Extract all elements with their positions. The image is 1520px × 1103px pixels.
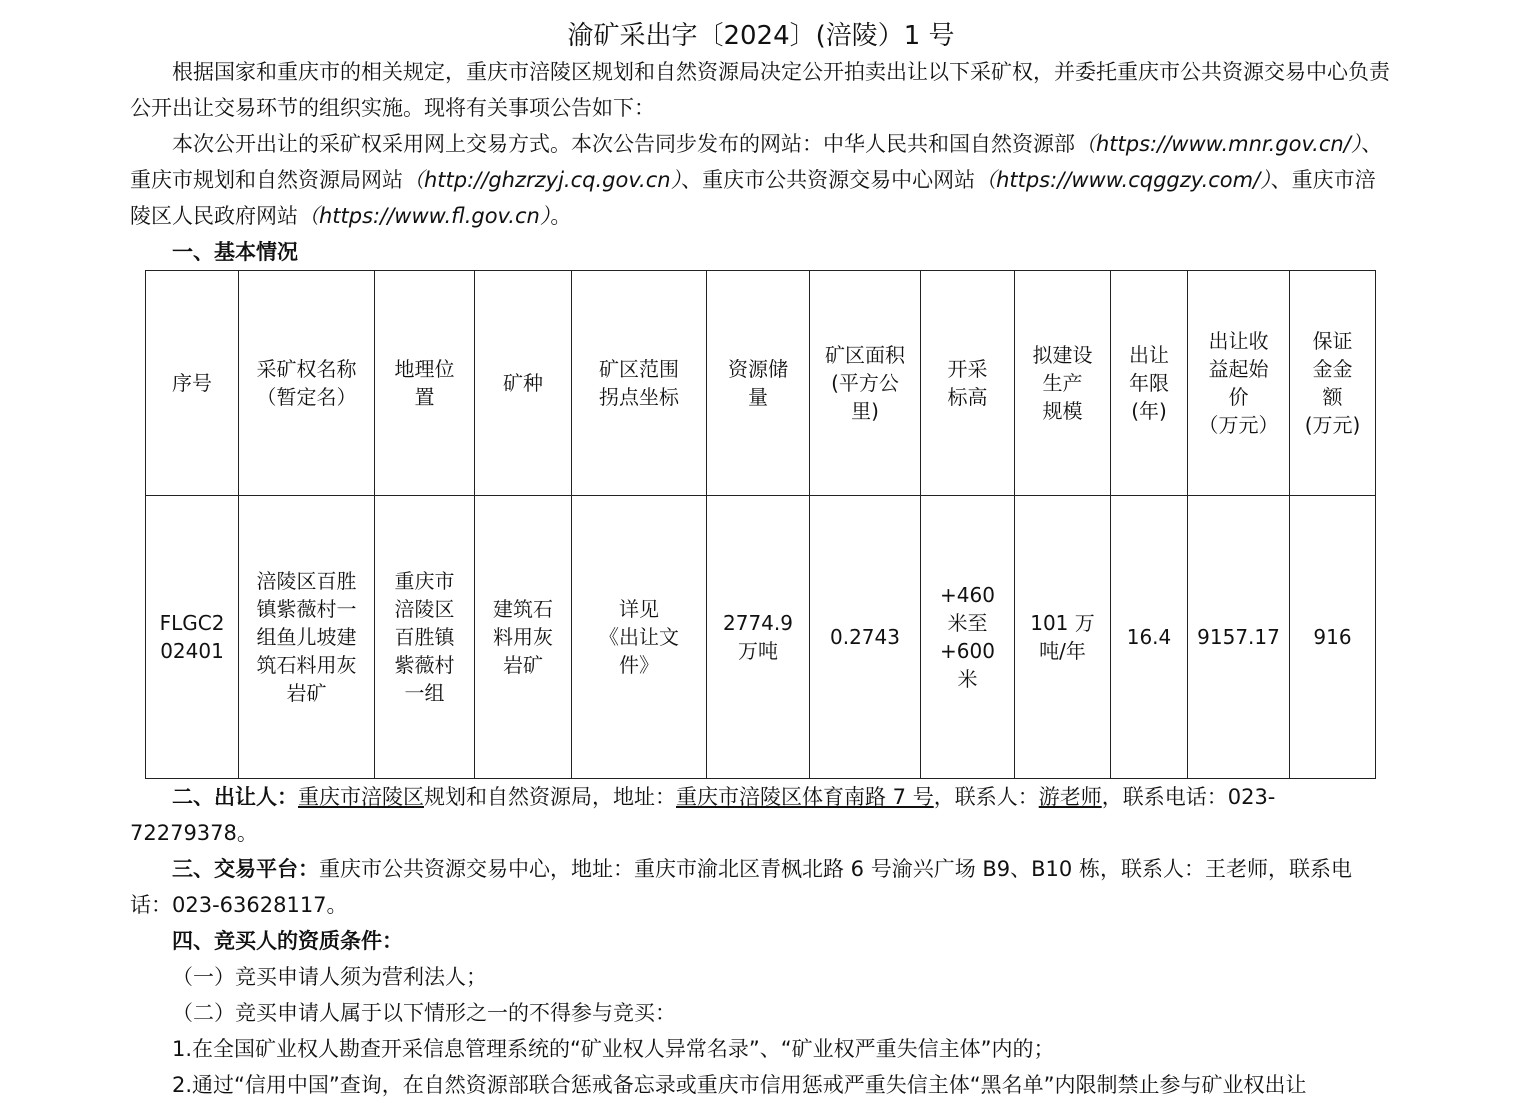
header-cell: 保证 金金 额 (万元) [1290,271,1376,496]
section-4-item: 1.在全国矿业权人勘查开采信息管理系统的“矿业权人异常名录”、“矿业权严重失信主体”内的； [172,1037,1055,1061]
header-cell: 开采 标高 [921,271,1015,496]
url-ghzrzyj[interactable]: （http://ghzrzyj.cq.gov.cn） [403,168,682,192]
section-2-address: 重庆市涪陵区体育南路 7 号 [676,785,934,809]
online-text-1: 本次公开出让的采矿权采用网上交易方式。本次公告同步发布的网站：中华人民共和国自然资源部 [172,132,1075,156]
section-3-paragraph [130,851,1392,923]
table-row [146,496,1376,779]
header-cell: 序号 [146,271,239,496]
table-cell: 重庆市 涪陵区 百胜镇 紫薇村 一组 [375,496,475,779]
online-paragraph [130,126,1392,234]
table-cell: 0.2743 [810,496,921,779]
header-cell: 出让收 益起始 价 （万元） [1188,271,1290,496]
section-2-label: 二、出让人： [172,785,298,809]
document-title: 渝矿采出字〔2024〕(涪陵）1 号 [567,21,955,51]
section-4-item: （一）竞买申请人须为营利法人； [172,965,487,989]
online-text-4: 、重庆市涪陵区人民政府网站 [130,168,1376,228]
section-3-text: 重庆市公共资源交易中心，地址：重庆市渝北区青枫北路 6 号渝兴广场 B9、B10 栋，联系人：王老师，联系电话：023-63628117。 [130,857,1352,917]
section-2-phone: ，联系电话：023-72279378。 [130,785,1276,845]
online-text-2: 、重庆市规划和自然资源局网站 [130,132,1383,192]
header-cell: 拟建设 生产 规模 [1015,271,1111,496]
section-4-item: 2.通过“信用中国”查询，在自然资源部联合惩戒备忘录或重庆市信用惩戒严重失信主体“黑名单”内限制禁止参与矿业权出让 [172,1073,1307,1097]
table-header-row [146,271,1376,496]
header-cell: 矿区范围 拐点坐标 [572,271,707,496]
section-1-heading: 一、基本情况 [172,240,298,264]
header-cell: 地理位 置 [375,271,475,496]
section-2-org-rest: 规划和自然资源局，地址： [424,785,676,809]
url-cqggzy[interactable]: （https://www.cqggzy.com/） [975,168,1271,192]
section-2-paragraph [130,779,1392,851]
url-fl[interactable]: （https://www.fl.gov.cn） [298,204,551,228]
basic-info-table [145,270,1376,779]
section-2-text: ，联系人： [933,785,1039,809]
table-cell: +460 米至 +600 米 [921,496,1015,779]
document-page [130,0,1392,1103]
online-text-3: 、重庆市公共资源交易中心网站 [681,168,976,192]
header-cell: 矿区面积 (平方公 里) [810,271,921,496]
table-cell: 916 [1290,496,1376,779]
header-cell: 出让 年限 (年) [1111,271,1188,496]
section-2-org: 重庆市涪陵区 [298,785,424,809]
header-cell: 矿种 [475,271,572,496]
table-cell: 16.4 [1111,496,1188,779]
table-cell: FLGC2 02401 [146,496,239,779]
online-text-5: 。 [550,204,572,228]
header-cell: 采矿权名称 （暂定名） [239,271,375,496]
table-cell: 101 万 吨/年 [1015,496,1111,779]
section-3-label: 三、交易平台： [172,857,319,881]
intro-paragraph: 根据国家和重庆市的相关规定，重庆市涪陵区规划和自然资源局决定公开拍卖出让以下采矿权，并委托重庆市公共资源交易中心负责公开出让交易环节的组织实施。现将有关事项公告如下： [130,60,1390,120]
table-cell: 涪陵区百胜 镇紫薇村一 组鱼儿坡建 筑石料用灰 岩矿 [239,496,375,779]
table-cell: 9157.17 [1188,496,1290,779]
table-cell: 详见 《出让文 件》 [572,496,707,779]
section-4-heading: 四、竞买人的资质条件： [172,929,403,953]
url-mnr[interactable]: （https://www.mnr.gov.cn/） [1075,132,1362,156]
section-2-contact: 游老师 [1038,785,1102,809]
table-cell: 2774.9 万吨 [707,496,810,779]
table-cell: 建筑石 料用灰 岩矿 [475,496,572,779]
section-4-item: （二）竞买申请人属于以下情形之一的不得参与竞买： [172,1001,676,1025]
header-cell: 资源储 量 [707,271,810,496]
